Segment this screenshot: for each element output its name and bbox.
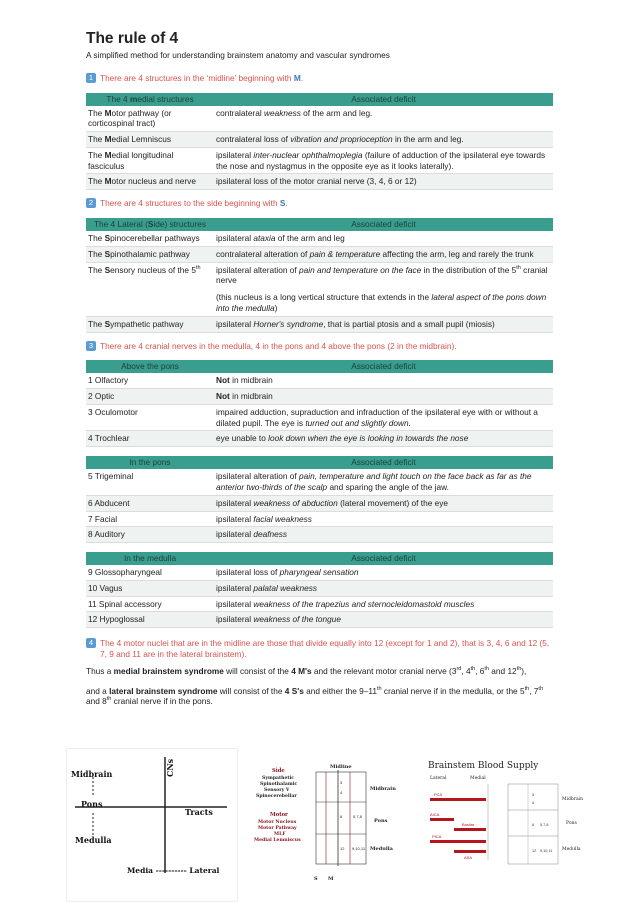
- structure-cell: The Sensory nucleus of the 5th: [86, 262, 214, 316]
- lateral-label: Lateral: [430, 776, 447, 781]
- page-title: The rule of 4: [86, 30, 179, 47]
- deficit-cell: contralateral alteration of pain & temperature affecting the arm, leg and rarely the trunk: [214, 246, 553, 262]
- deficit-cell: ipsilateral loss of pharyngeal sensation: [214, 565, 553, 580]
- structure-cell: The Spinocerebellar pathways: [86, 231, 214, 246]
- table-row: [86, 231, 553, 246]
- motor-column-label: M: [328, 876, 334, 882]
- column-header: Associated deficit: [214, 218, 553, 231]
- rule-number-badge: 1: [86, 73, 96, 83]
- rule-text: There are 4 cranial nerves in the medulla, 4 in the pons and 4 above the pons (2 in the midbrain).: [100, 340, 457, 351]
- axes-diagram-svg: [67, 749, 239, 902]
- structure-cell: The Motor nucleus and nerve: [86, 174, 214, 190]
- nerve-number: 4: [340, 790, 343, 795]
- nerve-cell: 9 Glossopharyngeal: [86, 565, 214, 580]
- deficit-cell: ipsilateral weakness of the tongue: [214, 612, 553, 628]
- pica-artery: [430, 840, 486, 843]
- side-column-label: S: [314, 876, 318, 882]
- motor-item: MLF: [274, 832, 286, 837]
- nerve-number: 9,10,11: [352, 846, 366, 851]
- table-row: [86, 404, 553, 431]
- side-item: Spinothalamic: [260, 782, 298, 787]
- table-row: [86, 495, 553, 511]
- table-row: [86, 431, 553, 447]
- nerve-cell: 12 Hypoglossal: [86, 612, 214, 628]
- table-row: [86, 527, 553, 543]
- pca-artery: [430, 798, 486, 801]
- asa-label: ASA: [464, 855, 473, 860]
- table-header-row: [86, 93, 553, 106]
- column-header: Associated deficit: [214, 360, 553, 373]
- aica-artery: [430, 818, 454, 821]
- rule-text-end: .: [300, 72, 304, 83]
- nerve-cell: 10 Vagus: [86, 580, 214, 596]
- rule-4: [86, 638, 552, 660]
- table-row: [86, 373, 553, 388]
- deficit-cell: ipsilateral deafness: [214, 527, 553, 543]
- rule-number-badge: 3: [86, 341, 96, 351]
- rule-2: [86, 198, 552, 209]
- nerve-cell: 7 Facial: [86, 511, 214, 527]
- blood-supply-diagram: [420, 754, 590, 874]
- motor-item: Motor Pathway: [258, 826, 297, 831]
- deficit-cell: ipsilateral inter-nuclear ophthalmoplegia (failure of adduction of the ipsilateral eye towards the nose and nystagmus in the opposite eye as it looks laterally).: [214, 147, 553, 174]
- rule-text-end: .: [285, 198, 288, 209]
- table-row: [86, 389, 553, 405]
- rule-key-letter: S: [279, 198, 286, 209]
- medulla-label: Medulla: [562, 847, 581, 852]
- side-item: Sensory V: [264, 788, 290, 793]
- rule-text: There are 4 structures in the ‘midline’ beginning with: [100, 72, 294, 83]
- rule-1: [86, 73, 552, 84]
- rule-number-badge: 4: [86, 638, 96, 648]
- structure-cell: The Spinothalamic pathway: [86, 246, 214, 262]
- nerve-cell: 3 Oculomotor: [86, 404, 214, 431]
- medulla-label: Medulla: [370, 846, 393, 852]
- lateral-structures-table: [86, 218, 553, 332]
- nerve-number: 6: [340, 814, 343, 819]
- table-row: [86, 565, 553, 580]
- structure-cell: The Medial longitudinal fasciculus: [86, 147, 214, 174]
- nerve-number: 3: [340, 780, 343, 785]
- table-row: [86, 174, 553, 190]
- table-header-row: [86, 552, 553, 565]
- nerve-cell: 5 Trigeminal: [86, 469, 214, 495]
- asa-artery: [454, 850, 486, 853]
- midline-label: Midline: [330, 764, 352, 770]
- column-header: Above the pons: [86, 360, 214, 373]
- nerve-number: 9,10,11: [540, 849, 553, 853]
- table-row: [86, 147, 553, 174]
- nerve-number: 12: [340, 846, 345, 851]
- blood-supply-title: Brainstem Blood Supply: [428, 761, 539, 771]
- side-motor-diagram: [250, 762, 408, 902]
- deficit-cell: ipsilateral alteration of pain, temperature and light touch on the face back as far as the anterior two-thirds of the scalp and sparing the angle of the jaw.: [214, 469, 553, 495]
- table-row: [86, 246, 553, 262]
- deficit-cell: ipsilateral alteration of pain and temperature on the face in the distribution of the 5th cranial nerve (this nucleus is a long vertical structure that extends in the lateral aspect of the pons down into the medulla): [214, 262, 553, 316]
- pons-label: Pons: [81, 799, 103, 809]
- aica-label: AICA: [430, 812, 440, 817]
- table-row: [86, 596, 553, 612]
- column-header: In the pons: [86, 456, 214, 469]
- axes-diagram: [66, 748, 238, 902]
- midbrain-label: Midbrain: [370, 786, 396, 792]
- deficit-cell: ipsilateral palatal weakness: [214, 580, 553, 596]
- midbrain-label: Midbrain: [562, 797, 583, 802]
- midbrain-label: Midbrain: [71, 769, 113, 779]
- nerve-number: 5,7,8: [353, 814, 362, 819]
- side-heading: Side: [272, 768, 285, 774]
- pca-label: PCA: [434, 792, 443, 797]
- pons-label: Pons: [566, 821, 577, 826]
- nerve-cell: 1 Olfactory: [86, 373, 214, 388]
- summary-lateral: and a lateral brainstem syndrome will consist of the 4 S's and either the 9–11th cranial nerve if in the medulla, or the 5th, 7th and 8th cranial nerve if in the pons.: [86, 685, 544, 707]
- deficit-cell: ipsilateral loss of the motor cranial nerve (3, 4, 6 or 12): [214, 174, 553, 190]
- structure-cell: The Medial Lemniscus: [86, 132, 214, 148]
- nerve-cell: 8 Auditory: [86, 527, 214, 543]
- motor-item: Medial Lemniscus: [254, 838, 301, 843]
- basilar-artery: [454, 828, 486, 831]
- cns-label: CNs: [165, 758, 175, 777]
- structure-cell: The Motor pathway (or corticospinal tract): [86, 106, 214, 132]
- table-row: [86, 262, 553, 316]
- deficit-cell: ipsilateral ataxia of the arm and leg: [214, 231, 553, 246]
- table-row: [86, 580, 553, 596]
- medial-lateral-axis-label: Media ---------- Lateral: [127, 866, 220, 875]
- nerve-cell: 4 Trochlear: [86, 431, 214, 447]
- medulla-table: [86, 552, 553, 628]
- pons-label: Pons: [374, 818, 388, 824]
- page-subtitle: A simplified method for understanding brainstem anatomy and vascular syndromes: [86, 50, 390, 60]
- nerve-number: 5,7,8: [540, 823, 549, 827]
- column-header: Associated deficit: [214, 552, 553, 565]
- column-header: Associated deficit: [214, 456, 553, 469]
- table-row: [86, 132, 553, 148]
- side-item: Spinocerebellar: [256, 794, 297, 799]
- medial-label: Medial: [470, 776, 486, 781]
- tracts-label: Tracts: [185, 807, 213, 817]
- pons-table: [86, 456, 553, 543]
- nerve-number: 12: [532, 849, 537, 853]
- deficit-cell: impaired adduction, supraduction and infraduction of the ipsilateral eye with or without a dilated pupil. The eye is turned out and slightly down.: [214, 404, 553, 431]
- figures-row: [0, 744, 638, 902]
- rule-key-letter: M: [293, 72, 301, 83]
- table-row: [86, 612, 553, 628]
- deficit-cell: ipsilateral Horner's syndrome, that is partial ptosis and a small pupil (miosis): [214, 316, 553, 332]
- table-row: [86, 316, 553, 332]
- motor-item: Motor Nucleus: [258, 820, 297, 825]
- rule-text: The 4 motor nuclei that are in the midline are those that divide equally into 12 (except for 1 and 2), that is 3, 4, 6 and 12 (5, 7, 9 and 11 are in the lateral brainstem).: [100, 638, 550, 659]
- deficit-cell: eye unable to look down when the eye is looking in towards the nose: [214, 431, 553, 447]
- deficit-cell: Not in midbrain: [214, 389, 553, 405]
- table-row: [86, 106, 553, 132]
- column-header: In the medulla: [86, 552, 214, 565]
- side-motor-diagram-svg: [250, 762, 408, 902]
- table-row: [86, 511, 553, 527]
- deficit-cell: contralateral loss of vibration and proprioception in the arm and leg.: [214, 132, 553, 148]
- deficit-cell: ipsilateral weakness of the trapezius and sternocleidomastoid muscles: [214, 596, 553, 612]
- table-header-row: [86, 456, 553, 469]
- column-header: The 4 Lateral (Side) structures: [86, 218, 214, 231]
- deficit-cell: ipsilateral weakness of abduction (lateral movement) of the eye: [214, 495, 553, 511]
- pica-label: PICA: [432, 834, 442, 839]
- medulla-label: Medulla: [75, 835, 112, 845]
- column-header: The 4 medial structures: [86, 93, 214, 106]
- table-row: [86, 469, 553, 495]
- nerve-cell: 2 Optic: [86, 389, 214, 405]
- rule-number-badge: 2: [86, 198, 96, 208]
- side-item: Sympathetic: [262, 776, 295, 781]
- medial-structures-table: [86, 93, 553, 191]
- rule-3: [86, 341, 552, 352]
- nerve-number: 3: [532, 793, 535, 797]
- table-header-row: [86, 360, 553, 373]
- nerve-cell: 6 Abducent: [86, 495, 214, 511]
- rule-text: There are 4 structures to the side beginning with: [100, 198, 280, 209]
- summary-medial: Thus a medial brainstem syndrome will consist of the 4 M's and the relevant motor cranial nerve (3rd, 4th, 6th and 12th),: [86, 665, 527, 676]
- table-header-row: [86, 218, 553, 231]
- basilar-label: Basilar: [462, 822, 475, 827]
- deficit-cell: Not in midbrain: [214, 373, 553, 388]
- column-header: Associated deficit: [214, 93, 553, 106]
- deficit-cell: ipsilateral facial weakness: [214, 511, 553, 527]
- nerve-cell: 11 Spinal accessory: [86, 596, 214, 612]
- structure-cell: The Sympathetic pathway: [86, 316, 214, 332]
- nerve-number: 6: [532, 823, 535, 827]
- deficit-cell: contralateral weakness of the arm and leg.: [214, 106, 553, 132]
- motor-heading: Motor: [270, 812, 288, 818]
- blood-supply-diagram-svg: [420, 754, 590, 874]
- nerve-number: 4: [532, 801, 535, 805]
- above-pons-table: [86, 360, 553, 447]
